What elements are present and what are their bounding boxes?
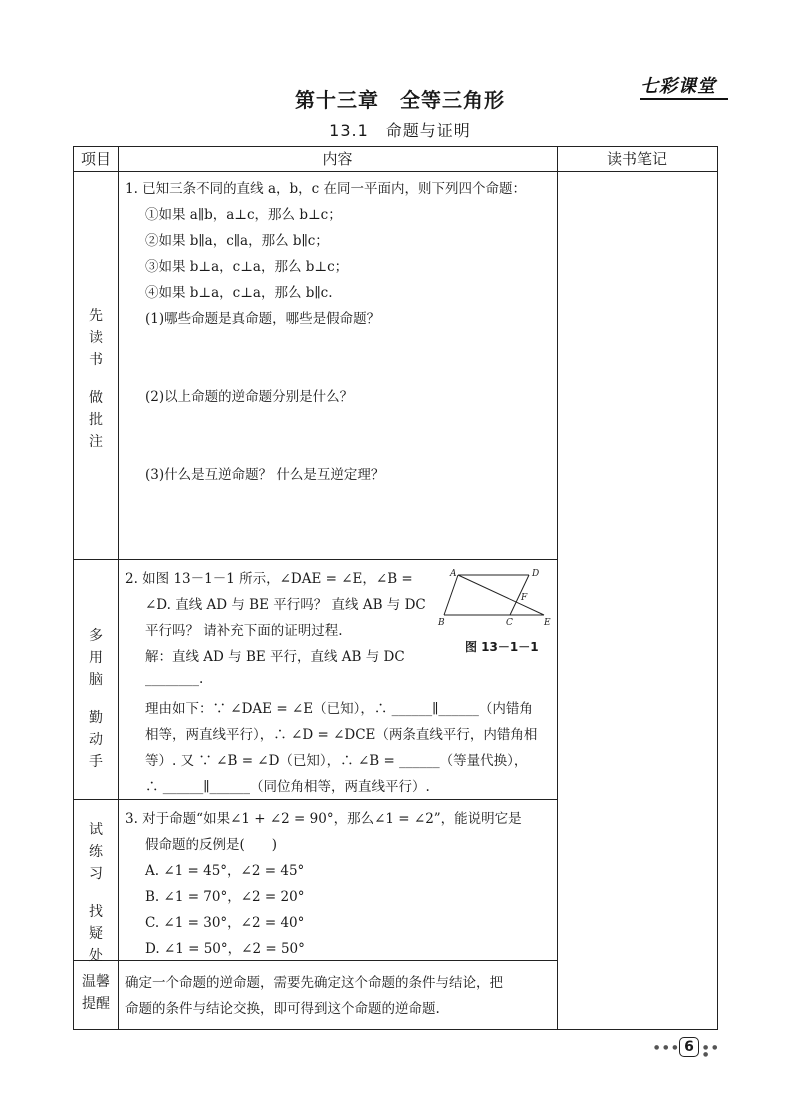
row-divider: [74, 960, 557, 961]
label-char: 批: [89, 412, 103, 428]
page-dots-right: ● ● ●: [703, 1044, 719, 1058]
label-char: 练: [89, 844, 103, 860]
page-dots-left: ● ● ●: [654, 1044, 679, 1051]
row-label-practice: [74, 819, 118, 967]
proof-line: 相等，两直线平行），∴ ∠D = ∠DCE（两条直线平行，内错角相: [145, 727, 538, 743]
proposition-2: ②如果 b∥a，c∥a，那么 b∥c；: [145, 233, 329, 249]
label-char: 试: [89, 822, 103, 838]
question-3-stem: 假命题的反例是( ): [145, 837, 278, 853]
sub-question-1: (1)哪些命题是真命题，哪些是假命题？: [145, 311, 381, 327]
proof-line: ∴ ______∥______（同位角相等，两直线平行）.: [145, 779, 430, 795]
label-char: 书: [89, 352, 103, 368]
label-char: 注: [89, 434, 103, 450]
point-label-a: A: [450, 569, 457, 579]
point-label-d: D: [532, 569, 540, 579]
point-label-f: F: [521, 593, 528, 603]
brand-text: 七彩课堂: [640, 76, 716, 97]
option-c: C. ∠1 = 30°，∠2 = 40°: [145, 915, 305, 931]
label-char: 用: [89, 650, 103, 666]
point-label-b: B: [438, 618, 445, 627]
label-char: 醒: [96, 996, 110, 1012]
label-char: 手: [89, 754, 103, 770]
label-char: 疑: [89, 926, 103, 942]
column-divider: [118, 147, 119, 1029]
question-3-stem: 3. 对于命题“如果∠1 + ∠2 = 90°，那么∠1 = ∠2”，能说明它是: [125, 811, 522, 827]
label-char: 馨: [96, 974, 110, 990]
page-number-box: 6: [679, 1037, 699, 1057]
sub-question-2: (2)以上命题的逆命题分别是什么？: [145, 389, 354, 405]
row-label-tip: [74, 971, 118, 1015]
label-char: 处: [89, 948, 103, 964]
label-char: 温: [82, 974, 96, 990]
answer-blank: ________.: [145, 671, 204, 687]
point-label-c: C: [506, 618, 513, 627]
label-char: 读: [89, 330, 103, 346]
figure-caption: 图 13－1－1: [465, 640, 539, 654]
proof-line: 理由如下：∵ ∠DAE = ∠E（已知），∴ ______∥______（内错角: [145, 701, 533, 717]
proof-line: 等）. 又 ∵ ∠B = ∠D（已知），∴ ∠B = ______（等量代换），: [145, 753, 528, 769]
sub-question-3: (3)什么是互逆命题？ 什么是互逆定理？: [145, 467, 385, 483]
row-label-think: [74, 625, 118, 773]
point-label-e: E: [544, 618, 551, 627]
option-a: A. ∠1 = 45°，∠2 = 45°: [145, 863, 305, 879]
notes-table: [73, 146, 718, 1030]
row-label-read: [74, 305, 118, 453]
label-char: 先: [89, 308, 103, 324]
proposition-1: ①如果 a∥b，a⊥c，那么 b⊥c；: [145, 207, 342, 223]
proposition-4: ④如果 b⊥a，c⊥a，那么 b∥c.: [145, 285, 333, 301]
label-char: 勤: [89, 710, 103, 726]
column-divider: [557, 147, 558, 1029]
question-2-line: ∠D. 直线 AD 与 BE 平行吗？ 直线 AB 与 DC: [145, 597, 426, 613]
label-char: 习: [89, 866, 103, 882]
question-2-line: 平行吗？ 请补充下面的证明过程.: [145, 623, 343, 639]
section-title: 13.1 命题与证明: [329, 121, 471, 140]
label-char: 做: [89, 390, 103, 406]
header-notes: 读书笔记: [606, 150, 667, 168]
header-item: 项目: [80, 150, 111, 168]
page-number: [654, 1037, 724, 1057]
label-char: 脑: [89, 672, 103, 688]
tip-line: 命题的条件与结论交换，即可得到这个命题的逆命题.: [125, 1001, 440, 1017]
tip-line: 确定一个命题的逆命题，需要先确定这个命题的条件与结论，把: [125, 975, 503, 991]
label-char: 动: [89, 732, 103, 748]
label-char: 多: [89, 628, 103, 644]
row-divider: [74, 171, 717, 172]
label-char: 找: [89, 904, 103, 920]
label-char: 提: [82, 996, 96, 1012]
row-divider: [74, 799, 557, 800]
question-1-stem: 1. 已知三条不同的直线 a，b，c 在同一平面内，则下列四个命题：: [125, 181, 527, 197]
segment-ae: [458, 575, 544, 615]
option-b: B. ∠1 = 70°，∠2 = 20°: [145, 889, 305, 905]
header-content: 内容: [322, 150, 353, 168]
option-d: D. ∠1 = 50°，∠2 = 50°: [145, 941, 305, 957]
chapter-title: 第十三章 全等三角形: [295, 88, 505, 112]
question-2-answer: 解：直线 AD 与 BE 平行，直线 AB 与 DC: [145, 649, 405, 665]
row-divider: [74, 559, 557, 560]
figure-13-1-1: [434, 567, 554, 627]
proposition-3: ③如果 b⊥a，c⊥a，那么 b⊥c；: [145, 259, 349, 275]
segment-ab: [444, 575, 458, 615]
question-2-line: 2. 如图 13－1－1 所示，∠DAE = ∠E，∠B =: [125, 571, 413, 587]
